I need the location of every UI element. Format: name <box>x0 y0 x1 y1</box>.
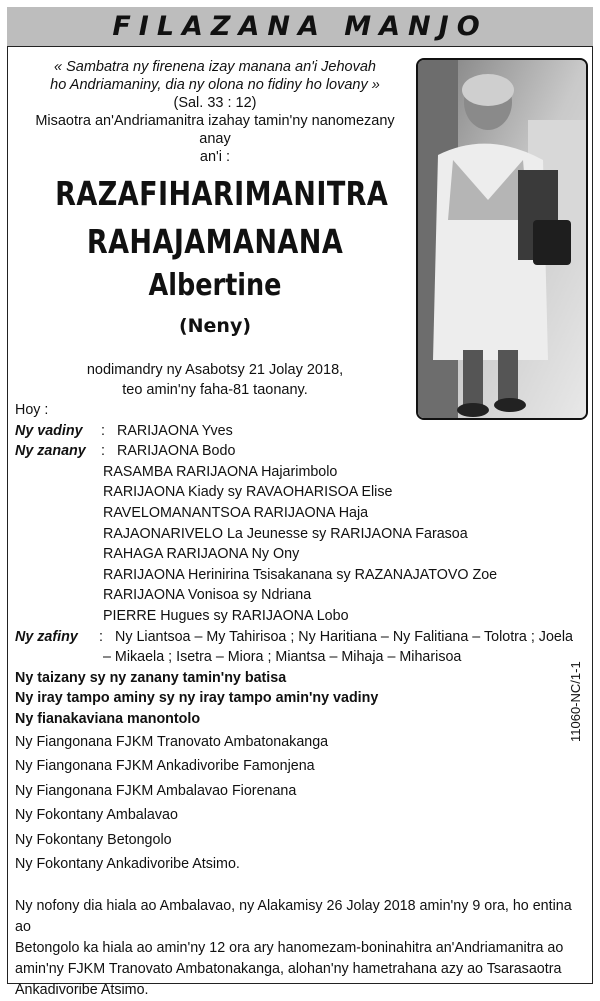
grandchildren-row <box>15 627 590 648</box>
child-name: RASAMBA RARIJAONA Hajarimbolo <box>103 463 338 480</box>
spouse-label: Ny vadiny <box>15 422 83 439</box>
spouse-name: RARIJAONA Yves <box>117 422 233 439</box>
deceased-surname-2: RAHAJAMANANA <box>86 222 344 261</box>
child-name: RARIJAONA Kiady sy RAVAOHARISOA Elise <box>103 484 393 501</box>
funeral-info <box>15 896 589 1001</box>
fokontany-line: Ny Fokontany Ankadivoribe Atsimo. <box>15 856 240 872</box>
church-line: Ny Fiangonana FJKM Ankadivoribe Famonjena <box>15 758 315 774</box>
children-row <box>15 441 590 462</box>
deceased-photo <box>416 58 588 420</box>
death-date: nodimandry ny Asabotsy 21 Jolay 2018, <box>86 362 344 378</box>
funeral-line-1: Ny nofony dia hiala ao Ambalavao, ny Alakamisy 26 Jolay 2018 amin'ny 9 ora, ho entina ao <box>15 898 572 935</box>
reference-code: 11060-NC/1-1 <box>568 661 583 742</box>
thanks-line-2: an'i : <box>199 149 231 165</box>
spouse-row <box>15 421 590 442</box>
thanks-line-1: Misaotra an'Andriamanitra izahay tamin'ny nanomezany anay <box>35 113 395 147</box>
child-name: RAJAONARIVELO La Jeunesse sy RARIJAONA Farasoa <box>103 525 468 542</box>
funeral-line-4: Ankadivoribe Atsimo. <box>15 982 149 998</box>
godchildren-line: Ny taizany sy ny zanany tamin'ny batisa <box>15 669 287 686</box>
church-line: Ny Fiangonana FJKM Ambalavao Fiorenana <box>15 782 297 799</box>
hoy-label: Hoy : <box>15 402 49 418</box>
quote-line-1: « Sambatra ny firenena izay manana an'i Jehovah <box>54 59 376 75</box>
child-name: RARIJAONA Bodo <box>117 443 236 460</box>
quote-line-2: ho Andriamaniny, dia ny olona no fidiny ho lovany » <box>50 77 380 93</box>
notice-header <box>7 7 593 47</box>
deceased-nickname: (Neny) <box>178 315 252 337</box>
child-name: RAVELOMANANTSOA RARIJAONA Haja <box>103 504 369 521</box>
funeral-line-3: amin'ny FJKM Tranovato Ambatonakanga, alohan'ny hametrahana azy ao Tsarasaotra <box>15 961 562 977</box>
grandchildren-label: Ny zafiny <box>15 628 78 645</box>
funeral-line-2: Betongolo ka hiala ao amin'ny 12 ora ary hanomezam-boninahitra an'Andriamanitra ao <box>15 940 564 956</box>
child-name: RARIJAONA Vonisoa sy Ndriana <box>103 587 312 604</box>
child-name: PIERRE Hugues sy RARIJAONA Lobo <box>103 607 349 624</box>
fokontany-line: Ny Fokontany Betongolo <box>15 831 172 848</box>
grandchildren-line-1: Ny Liantsoa – My Tahirisoa ; Ny Haritiana – Ny Falitiana – Tolotra ; Joela <box>115 628 573 645</box>
death-info <box>20 360 410 400</box>
quote-reference: (Sal. 33 : 12) <box>173 95 257 111</box>
siblings-line: Ny iray tampo aminy sy ny iray tampo amin'ny vadiny <box>15 690 379 707</box>
bible-quote <box>20 58 410 166</box>
children-label: Ny zanany <box>15 443 86 460</box>
deceased-firstname: Albertine <box>148 268 282 303</box>
header-title: FILAZANA MANJO <box>112 11 488 42</box>
child-name: RAHAGA RARIJAONA Ny Ony <box>103 546 300 563</box>
church-line: Ny Fiangonana FJKM Tranovato Ambatonakanga <box>15 733 329 750</box>
children-colon: : <box>101 443 105 460</box>
death-age: teo amin'ny faha-81 taonany. <box>122 382 308 398</box>
whole-family-line: Ny fianakaviana manontolo <box>15 710 201 727</box>
deceased-surname-1: RAZAFIHARIMANITRA <box>55 174 389 213</box>
grandchildren-line-2: – Mikaela ; Isetra – Miora ; Miantsa – Mihaja – Miharisoa <box>103 649 462 666</box>
family-section <box>15 400 590 877</box>
child-name: RARIJAONA Herinirina Tsisakanana sy RAZANAJATOVO Zoe <box>103 566 498 583</box>
spouse-colon: : <box>101 422 105 439</box>
portrait-image <box>418 60 586 418</box>
grandchildren-colon: : <box>99 628 103 645</box>
fokontany-line: Ny Fokontany Ambalavao <box>15 807 178 823</box>
